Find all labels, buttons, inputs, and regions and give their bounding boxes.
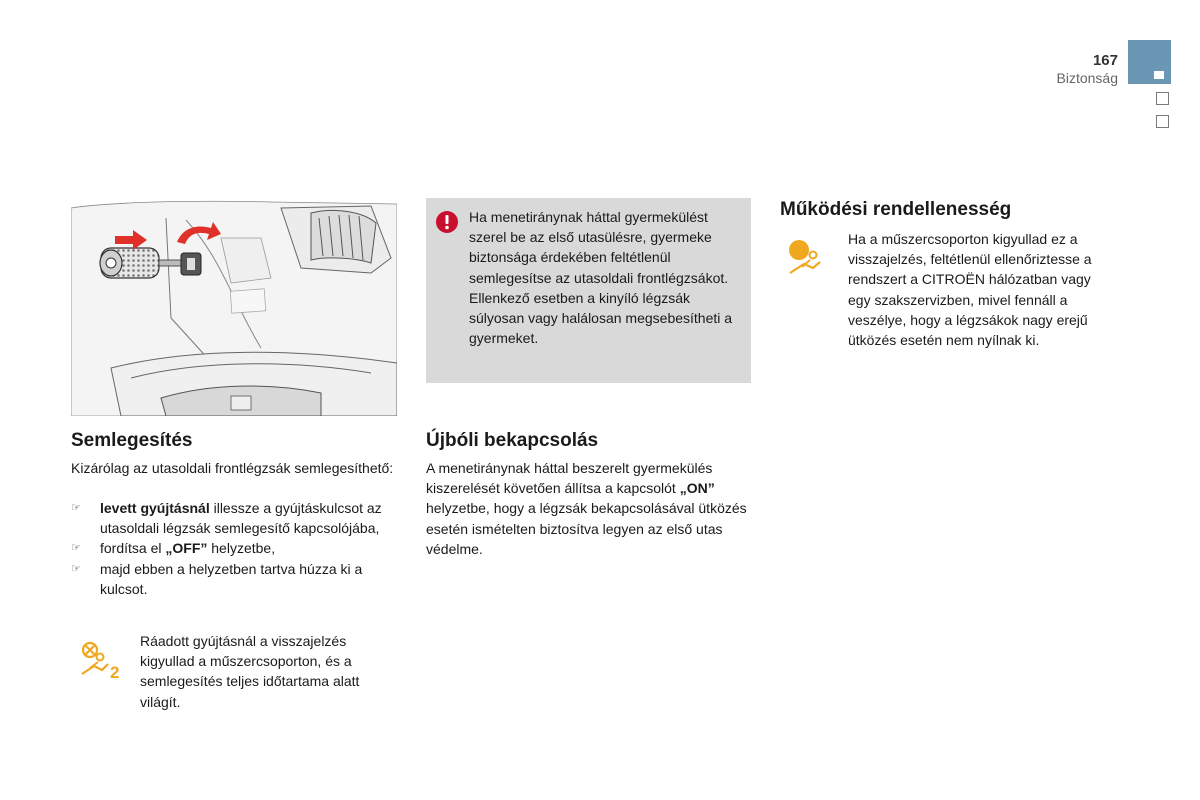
mukodesi-note: Ha a műszercsoporton kigyullad ez a visszajelzés, feltétlenül ellenőriztesse a rendszert a CITROËN hálózatban vagy egy szakszervizben, mivel fennáll a veszélye, hogy a légzsákok nagy erejű ütközés esetén nem nyílnak ki. xyxy=(848,231,1092,349)
ujboli-text-part: helyzetbe, hogy a légzsák bekapcsolásával ütközés esetén ismételten biztosítva legyen az első utas védelme. xyxy=(426,500,747,557)
ujboli-text-bold: „ON” xyxy=(679,480,715,497)
bullet-bold-text: „OFF” xyxy=(165,540,208,557)
section-tab-active xyxy=(1128,40,1171,84)
square-icon xyxy=(1154,71,1164,79)
warning-box xyxy=(426,198,751,383)
indicator-label: 2 xyxy=(110,663,120,680)
warning-text: Ha menetiránynak háttal gyermekülést szerel be az első utasülésre, gyermeke biztonsága érdekében feltétlenül semlegesítse az utasoldali frontlégzsákot. Ellenkező esetben a kinyíló légzsák súlyosan vagy halálosan megsebesítheti a gyermeket. xyxy=(469,209,733,347)
bullet-text: majd ebben a helyzetben tartva húzza ki a kulcsot. xyxy=(100,560,363,597)
page-number: 167 xyxy=(1092,52,1118,69)
heading-ujboli-bekapcsolas: Újbóli bekapcsolás xyxy=(426,430,599,451)
airbag-fault-indicator-icon xyxy=(786,237,828,277)
hand-pointer-icon: ☞ xyxy=(71,562,81,575)
ujboli-text-part: A menetiránynak háttal beszerelt gyermekülés kiszerelését követően állítsa a kapcsolót xyxy=(426,460,713,497)
list-item xyxy=(71,498,401,538)
heading-semlegesites: Semlegesítés xyxy=(71,430,193,451)
section-label: Biztonság xyxy=(1056,70,1118,86)
bullet-text: helyzetbe, xyxy=(207,540,276,557)
bullet-text: fordítsa el xyxy=(100,540,166,557)
semlegesites-note: Ráadott gyújtásnál a visszajelzés kigyullad a műszercsoporton, és a semlegesítés teljes időtartama alatt világít. xyxy=(140,633,360,710)
airbag-off-indicator-icon xyxy=(78,640,124,680)
list-item xyxy=(71,559,401,599)
hand-pointer-icon: ☞ xyxy=(71,542,81,555)
list-item xyxy=(71,538,401,558)
hand-pointer-icon: ☞ xyxy=(71,502,81,514)
semlegesites-intro: Kizárólag az utasoldali frontlégzsák semlegesíthető: xyxy=(71,460,394,476)
ujboli-text xyxy=(426,458,756,559)
heading-mukodesi-rendellenesseg: Működési rendellenesség xyxy=(780,199,1012,220)
section-tab-empty-1 xyxy=(1156,92,1169,105)
section-tab-empty-2 xyxy=(1156,115,1169,128)
exclamation-icon xyxy=(436,211,458,233)
bullet-text: illessze a gyújtáskulcsot az utasoldali légzsák semlegesítő kapcsolójába, xyxy=(100,500,382,537)
airbag-switch-illustration xyxy=(71,198,397,416)
semlegesites-steps xyxy=(71,498,401,599)
bullet-bold-text: levett gyújtásnál xyxy=(100,500,210,516)
